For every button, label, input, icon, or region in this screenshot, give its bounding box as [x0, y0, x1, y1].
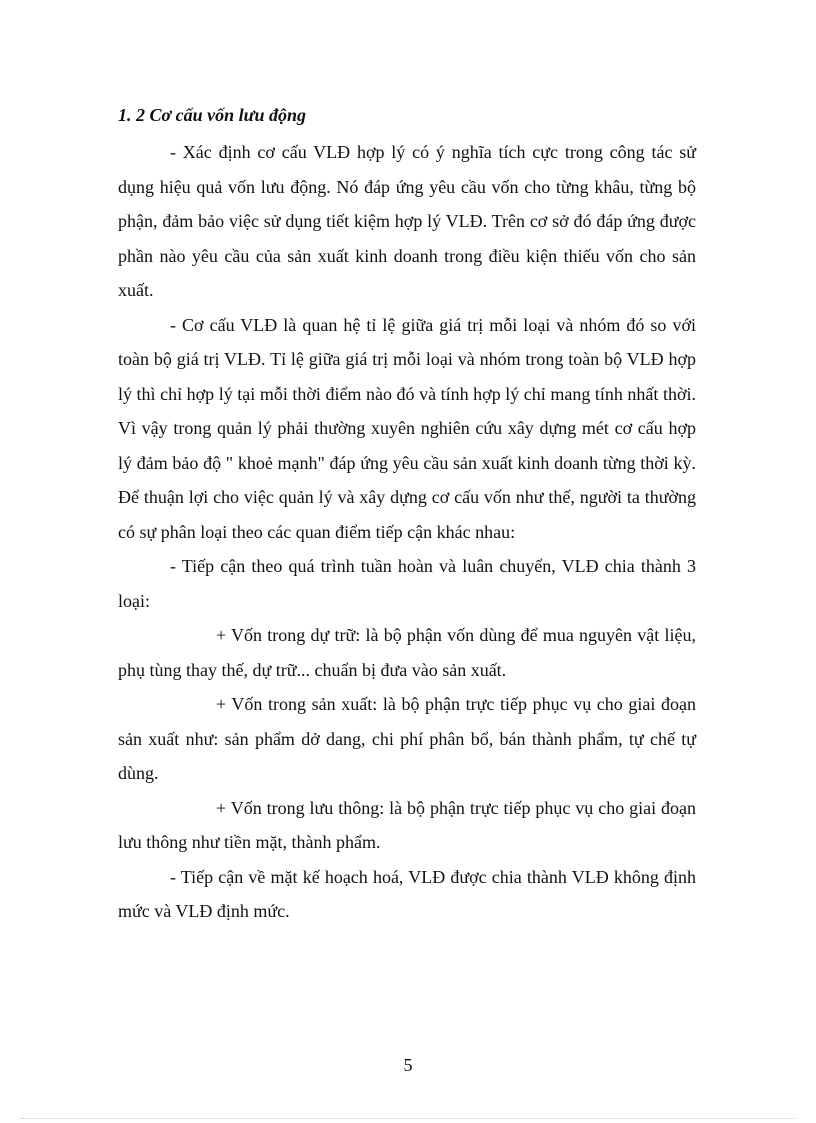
- paragraph-purpose: - Xác định cơ cấu VLĐ hợp lý có ý nghĩa tích cực trong công tác sử dụng hiệu quả vốn lưu động. Nó đáp ứng yêu cầu vốn cho từng khâu, từng bộ phận, đảm bảo việc sử dụng tiết kiệm hợp lý VLĐ. Trên cơ sở đó đáp ứng được phần nào yêu cầu của sản xuất kinh doanh trong điều kiện thiếu vốn cho sản xuất.: [118, 142, 696, 300]
- list-item-reserve-capital: + Vốn trong dự trữ: là bộ phận vốn dùng để mua nguyên vật liệu, phụ tùng thay thế, dự trữ... chuẩn bị đưa vào sản xuất.: [118, 625, 696, 680]
- page-number: 5: [403, 1055, 413, 1075]
- list-item-production-capital: + Vốn trong sản xuất: là bộ phận trực tiếp phục vụ cho giai đoạn sản xuất như: sản phẩm dở dang, chi phí phân bổ, bán thành phẩm, tự chế tự dùng.: [118, 694, 696, 783]
- section-heading: 1. 2 Cơ cấu vốn lưu động: [118, 105, 306, 125]
- paragraph-circulation-approach: - Tiếp cận theo quá trình tuần hoàn và luân chuyển, VLĐ chia thành 3 loại:: [118, 556, 696, 611]
- paragraph-definition: - Cơ cấu VLĐ là quan hệ tỉ lệ giữa giá trị mỗi loại và nhóm đó so với toàn bộ giá trị VLĐ. Tỉ lệ giữa giá trị mỗi loại và nhóm trong toàn bộ VLĐ hợp lý thì chỉ hợp lý tại mỗi thời điểm nào đó và tính hợp lý chỉ mang tính nhất thời. Vì vậy trong quản lý phải thường xuyên nghiên cứu xây dựng mét cơ cấu hợp lý đảm bảo độ " khoẻ mạnh" đáp ứng yêu cầu sản xuất kinh doanh từng thời kỳ. Để thuận lợi cho việc quản lý và xây dựng cơ cấu vốn như thế, người ta thường có sự phân loại theo các quan điểm tiếp cận khác nhau:: [118, 314, 696, 542]
- footer-divider: [20, 1118, 796, 1119]
- list-item-circulation-capital: + Vốn trong lưu thông: là bộ phận trực tiếp phục vụ cho giai đoạn lưu thông như tiền mặt, thành phẩm.: [118, 797, 696, 852]
- paragraph-planning-approach: - Tiếp cận về mặt kế hoạch hoá, VLĐ được chia thành VLĐ không định mức và VLĐ định mức.: [118, 866, 696, 921]
- body-text: [118, 135, 696, 929]
